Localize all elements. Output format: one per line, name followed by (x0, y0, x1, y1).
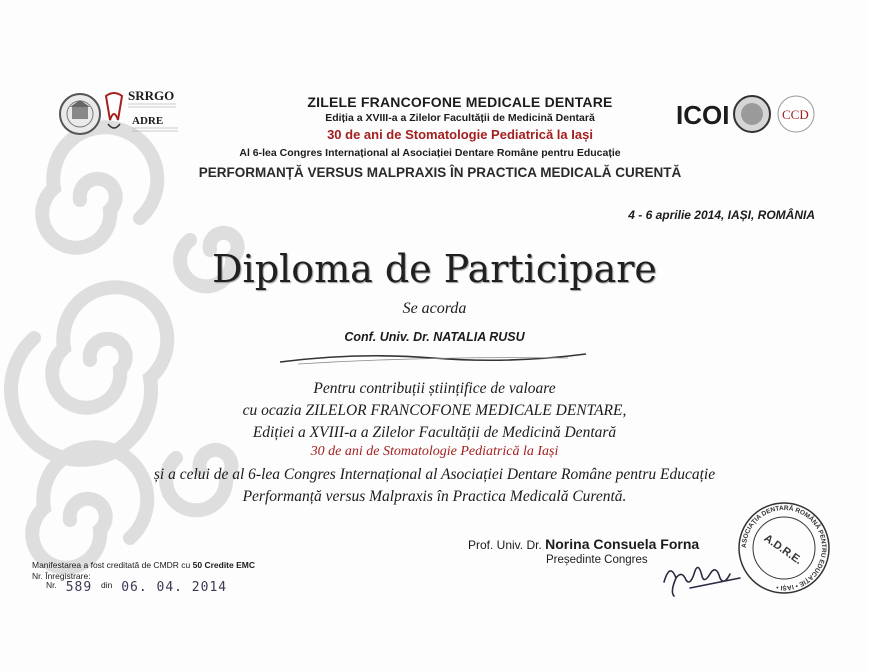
body-line-6: Performanță versus Malpraxis în Practica Medicală Curentă. (242, 488, 627, 505)
registration-label: Nr. Înregistrare: (32, 571, 91, 581)
awarded-label: Se acorda (402, 300, 467, 317)
anniversary-subtitle: 30 de ani de Stomatologie Pediatrică la Iași (327, 127, 593, 142)
stamp-center-text: A.D.R.E. (761, 532, 805, 568)
credit-prefix: Manifestarea a fost creditată de CMDR cu (32, 560, 191, 570)
faculty-seal-icon (60, 94, 100, 134)
signer-prefix: Prof. Univ. Dr. (468, 538, 542, 552)
event-title: ZILELE FRANCOFONE MEDICALE DENTARE (307, 94, 613, 110)
registration-date: 06. 04. 2014 (121, 580, 228, 595)
body-line-3: Ediției a XVIII-a a Zilelor Facultății de Medicină Dentară (252, 424, 617, 441)
signer-name: Norina Consuela Forna (545, 536, 700, 552)
signer-role: Președinte Congres (546, 554, 648, 566)
congress-theme: PERFORMANȚĂ VERSUS MALPRAXIS ÎN PRACTICA MEDICALĂ CURENTĂ (198, 165, 682, 180)
congress-subtitle: Al 6-lea Congres Internațional al Asociației Dentare Române pentru Educație (239, 147, 621, 159)
nr-label: Nr. (46, 580, 57, 590)
diploma-title: Diploma de Participare (212, 247, 657, 291)
din-label: din (101, 580, 113, 590)
srrgo-logo-text: SRRGO (128, 88, 175, 103)
ccd-logo-icon (778, 96, 814, 132)
nr-value: 589 (65, 580, 93, 595)
decorative-swash (278, 348, 588, 370)
body-line-4: 30 de ani de Stomatologie Pediatrică la Iași (310, 444, 559, 459)
body-line-5: și a celui de al 6-lea Congres Internațional al Asociației Dentare Române pentru Educație (153, 466, 716, 483)
body-line-1: Pentru contribuții științifice de valoare (313, 380, 556, 397)
icoi-logo-text: ICOI (676, 100, 730, 130)
credits-note (32, 560, 255, 582)
event-date: 4 - 6 aprilie 2014, IAȘI, ROMÂNIA (628, 208, 815, 222)
adre-stamp (736, 500, 832, 596)
adre-logo-text: ADRE (132, 115, 164, 127)
credit-value: 50 Credite EMC (192, 560, 255, 570)
registration-number (46, 580, 227, 595)
ccd-logo-text: CCD (782, 107, 809, 122)
edition-subtitle: Ediția a XVIII-a a Zilelor Facultății de Medicină Dentară (325, 112, 595, 124)
recipient-name: Conf. Univ. Dr. NATALIA RUSU (344, 330, 525, 344)
stamp-ring-text: ASOCIAȚIA DENTARĂ ROMÂNĂ PENTRU EDUCAȚIE • IAȘI • (740, 504, 828, 592)
body-line-2: cu ocazia ZILELOR FRANCOFONE MEDICALE DENTARE, (242, 402, 627, 419)
tooth-logo-icon (106, 93, 122, 128)
